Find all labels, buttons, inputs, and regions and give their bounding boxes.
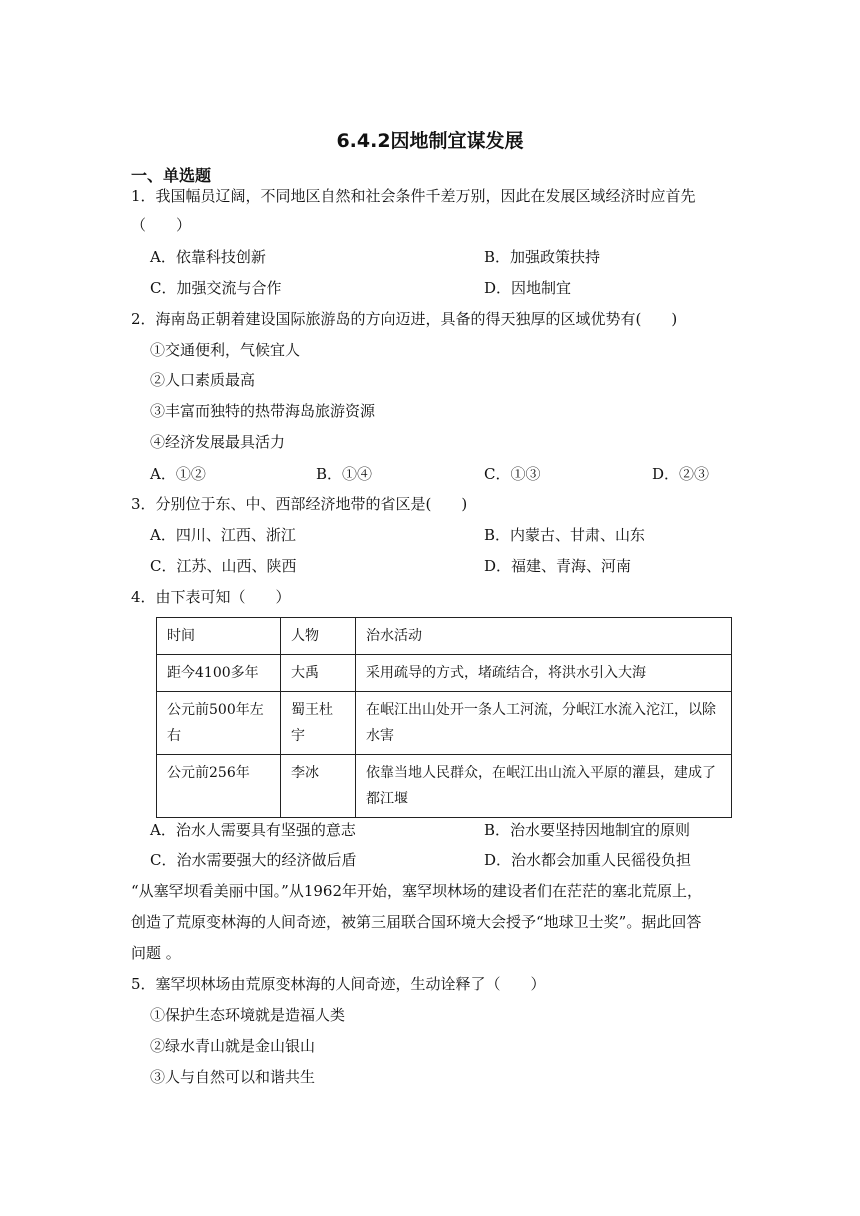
question-1-stem: 1．我国幅员辽阔，不同地区自然和社会条件千差万别，因此在发展区域经济时应首先	[131, 187, 696, 205]
table-cell: 大禹	[281, 655, 356, 692]
table-cell: 公元前500年左右	[157, 692, 281, 755]
passage-line-3: 问题 。	[131, 944, 181, 962]
table-cell: 公元前256年	[157, 755, 281, 818]
table-row	[157, 692, 732, 755]
q2-statement-2: ②人口素质最高	[150, 371, 256, 389]
table-cell: 在岷江出山处开一条人工河流，分岷江水流入沱江，以除水害	[356, 692, 732, 755]
table-cell: 李冰	[281, 755, 356, 818]
table-header-row	[157, 618, 732, 655]
q1-option-b: B．加强政策扶持	[484, 248, 601, 266]
q3-option-a: A．四川、江西、浙江	[150, 526, 296, 544]
question-1-stem-cont: （ ）	[131, 216, 192, 234]
q2-statement-4: ④经济发展最具活力	[150, 433, 286, 451]
question-3-stem: 3．分别位于东、中、西部经济地带的省区是( )	[131, 495, 468, 513]
table-cell: 采用疏导的方式，堵疏结合，将洪水引入大海	[356, 655, 732, 692]
q5-statement-2: ②绿水青山就是金山银山	[150, 1037, 316, 1055]
q4-option-b: B．治水要坚持因地制宜的原则	[484, 821, 691, 839]
table-row	[157, 655, 732, 692]
q2-statement-3: ③丰富而独特的热带海岛旅游资源	[150, 402, 376, 420]
table-cell: 蜀王杜宇	[281, 692, 356, 755]
page-title: 6.4.2因地制宜谋发展	[336, 130, 524, 152]
q2-option-c: C．①③	[484, 465, 541, 483]
table-header-cell: 人物	[281, 618, 356, 655]
q1-option-c: C．加强交流与合作	[150, 279, 282, 297]
q4-option-d: D．治水都会加重人民徭役负担	[484, 851, 692, 869]
q2-option-d: D．②③	[652, 465, 710, 483]
q3-option-c: C．江苏、山西、陕西	[150, 557, 297, 575]
q5-statement-1: ①保护生态环境就是造福人类	[150, 1006, 346, 1024]
table-cell: 距今4100多年	[157, 655, 281, 692]
q4-option-a: A．治水人需要具有坚强的意志	[150, 821, 356, 839]
q2-option-b: B．①④	[316, 465, 373, 483]
table-row	[157, 755, 732, 818]
table-header-cell: 时间	[157, 618, 281, 655]
section-heading: 一、单选题	[131, 166, 212, 185]
question-5-stem: 5．塞罕坝林场由荒原变林海的人间奇迹，生动诠释了（ ）	[131, 975, 546, 993]
table-header-cell: 治水活动	[356, 618, 732, 655]
q4-option-c: C．治水需要强大的经济做后盾	[150, 851, 357, 869]
table-cell: 依靠当地人民群众，在岷江出山流入平原的灌县，建成了都江堰	[356, 755, 732, 818]
history-table	[156, 617, 732, 818]
q1-option-a: A．依靠科技创新	[150, 248, 266, 266]
q3-option-b: B．内蒙古、甘肃、山东	[484, 526, 646, 544]
q5-statement-3: ③人与自然可以和谐共生	[150, 1068, 316, 1086]
q2-option-a: A．①②	[150, 465, 206, 483]
passage-line-1: “从塞罕坝看美丽中国。”从1962年开始，塞罕坝林场的建设者们在茫茫的塞北荒原上，	[131, 882, 703, 900]
passage-line-2: 创造了荒原变林海的人间奇迹，被第三届联合国环境大会授予“地球卫士奖”。据此回答	[131, 913, 702, 931]
q2-statement-1: ①交通便利，气候宜人	[150, 341, 301, 359]
question-2-stem: 2．海南岛正朝着建设国际旅游岛的方向迈进，具备的得天独厚的区域优势有( )	[131, 310, 678, 328]
q3-option-d: D．福建、青海、河南	[484, 557, 632, 575]
question-4-stem: 4．由下表可知（ ）	[131, 588, 291, 606]
q1-option-d: D．因地制宜	[484, 279, 572, 297]
